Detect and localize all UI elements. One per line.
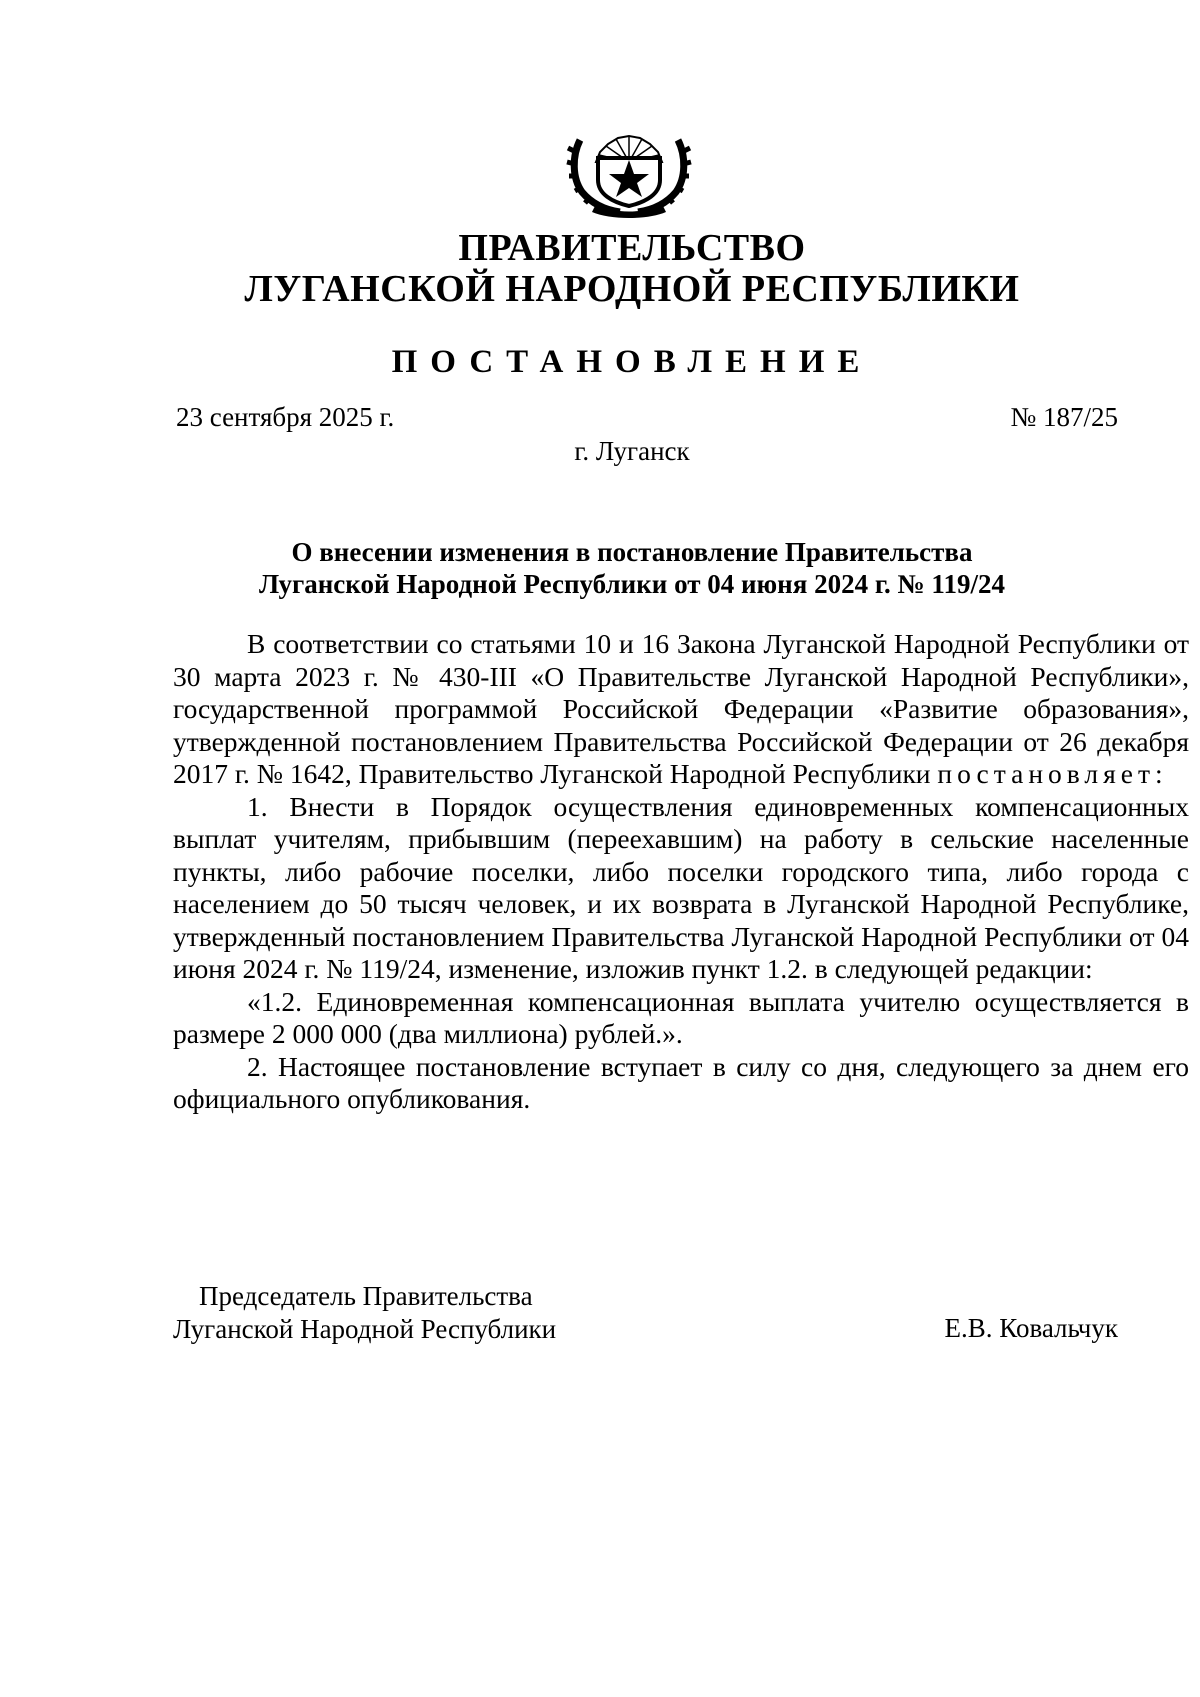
document-subject [150, 536, 1114, 600]
state-emblem-icon [566, 122, 692, 218]
government-title-line2: ЛУГАНСКОЙ НАРОДНОЙ РЕСПУБЛИКИ [244, 268, 1020, 310]
paragraph-item-2: 2. Настоящее постановление вступает в силу со дня, следующего за днем его официального опубликования. [173, 1050, 1189, 1114]
subject-line2: Луганской Народной Республики от 04 июня 2024 г. № 119/24 [259, 569, 1005, 599]
document-number: № 187/25 [1010, 402, 1118, 432]
government-title [0, 228, 1200, 310]
document-date: 23 сентября 2025 г. [176, 402, 395, 432]
preamble-resolves: постановляет: [937, 758, 1168, 789]
signer-title-line2: Луганской Народной Республики [173, 1314, 557, 1344]
paragraph-preamble [173, 628, 1189, 791]
paragraph-item-1-2-text: «1.2. Единовременная компенсационная выплата учителю осуществляется в размере 2 000 000 (два миллиона) рублей.». [173, 985, 1189, 1049]
signer-name: Е.В. Ковальчук [944, 1313, 1118, 1343]
paragraph-item-1: 1. Внести в Порядок осуществления единовременных компенсационных выплат учителям, прибывшим (переехавшим) на работу в сельские населенные пункты, либо рабочие поселки, либо поселки городского типа, либо города с населением до 50 тысяч человек, и их возврата в Луганской Народной Республике, утвержденный постановлением Правительства Луганской Народной Республики от 04 июня 2024 г. № 119/24, изменение, изложив пункт 1.2. в следующей редакции: [173, 790, 1189, 984]
document-type: ПОСТАНОВЛЕНИЕ [391, 344, 873, 380]
signer-title-line1: Председатель Правительства [199, 1281, 533, 1311]
government-title-line1: ПРАВИТЕЛЬСТВО [458, 227, 806, 269]
document-body [173, 628, 1189, 1116]
signer-title [173, 1280, 556, 1346]
document-city: г. Луганск [574, 436, 690, 466]
preamble-text: В соответствии со статьями 10 и 16 Закона Луганской Народной Республики от 30 марта 2023 г. № 430-III «О Правительстве Луганской Народной Республики», государственной программой Российской Федерации «Развитие образования», утвержденной постановлением Правительства Российской Федерации от 26 декабря 2017 г. № 1642, Правительство Луганской Народной Республики [173, 628, 1189, 789]
subject-line1: О внесении изменения в постановление Правительства [291, 537, 973, 567]
